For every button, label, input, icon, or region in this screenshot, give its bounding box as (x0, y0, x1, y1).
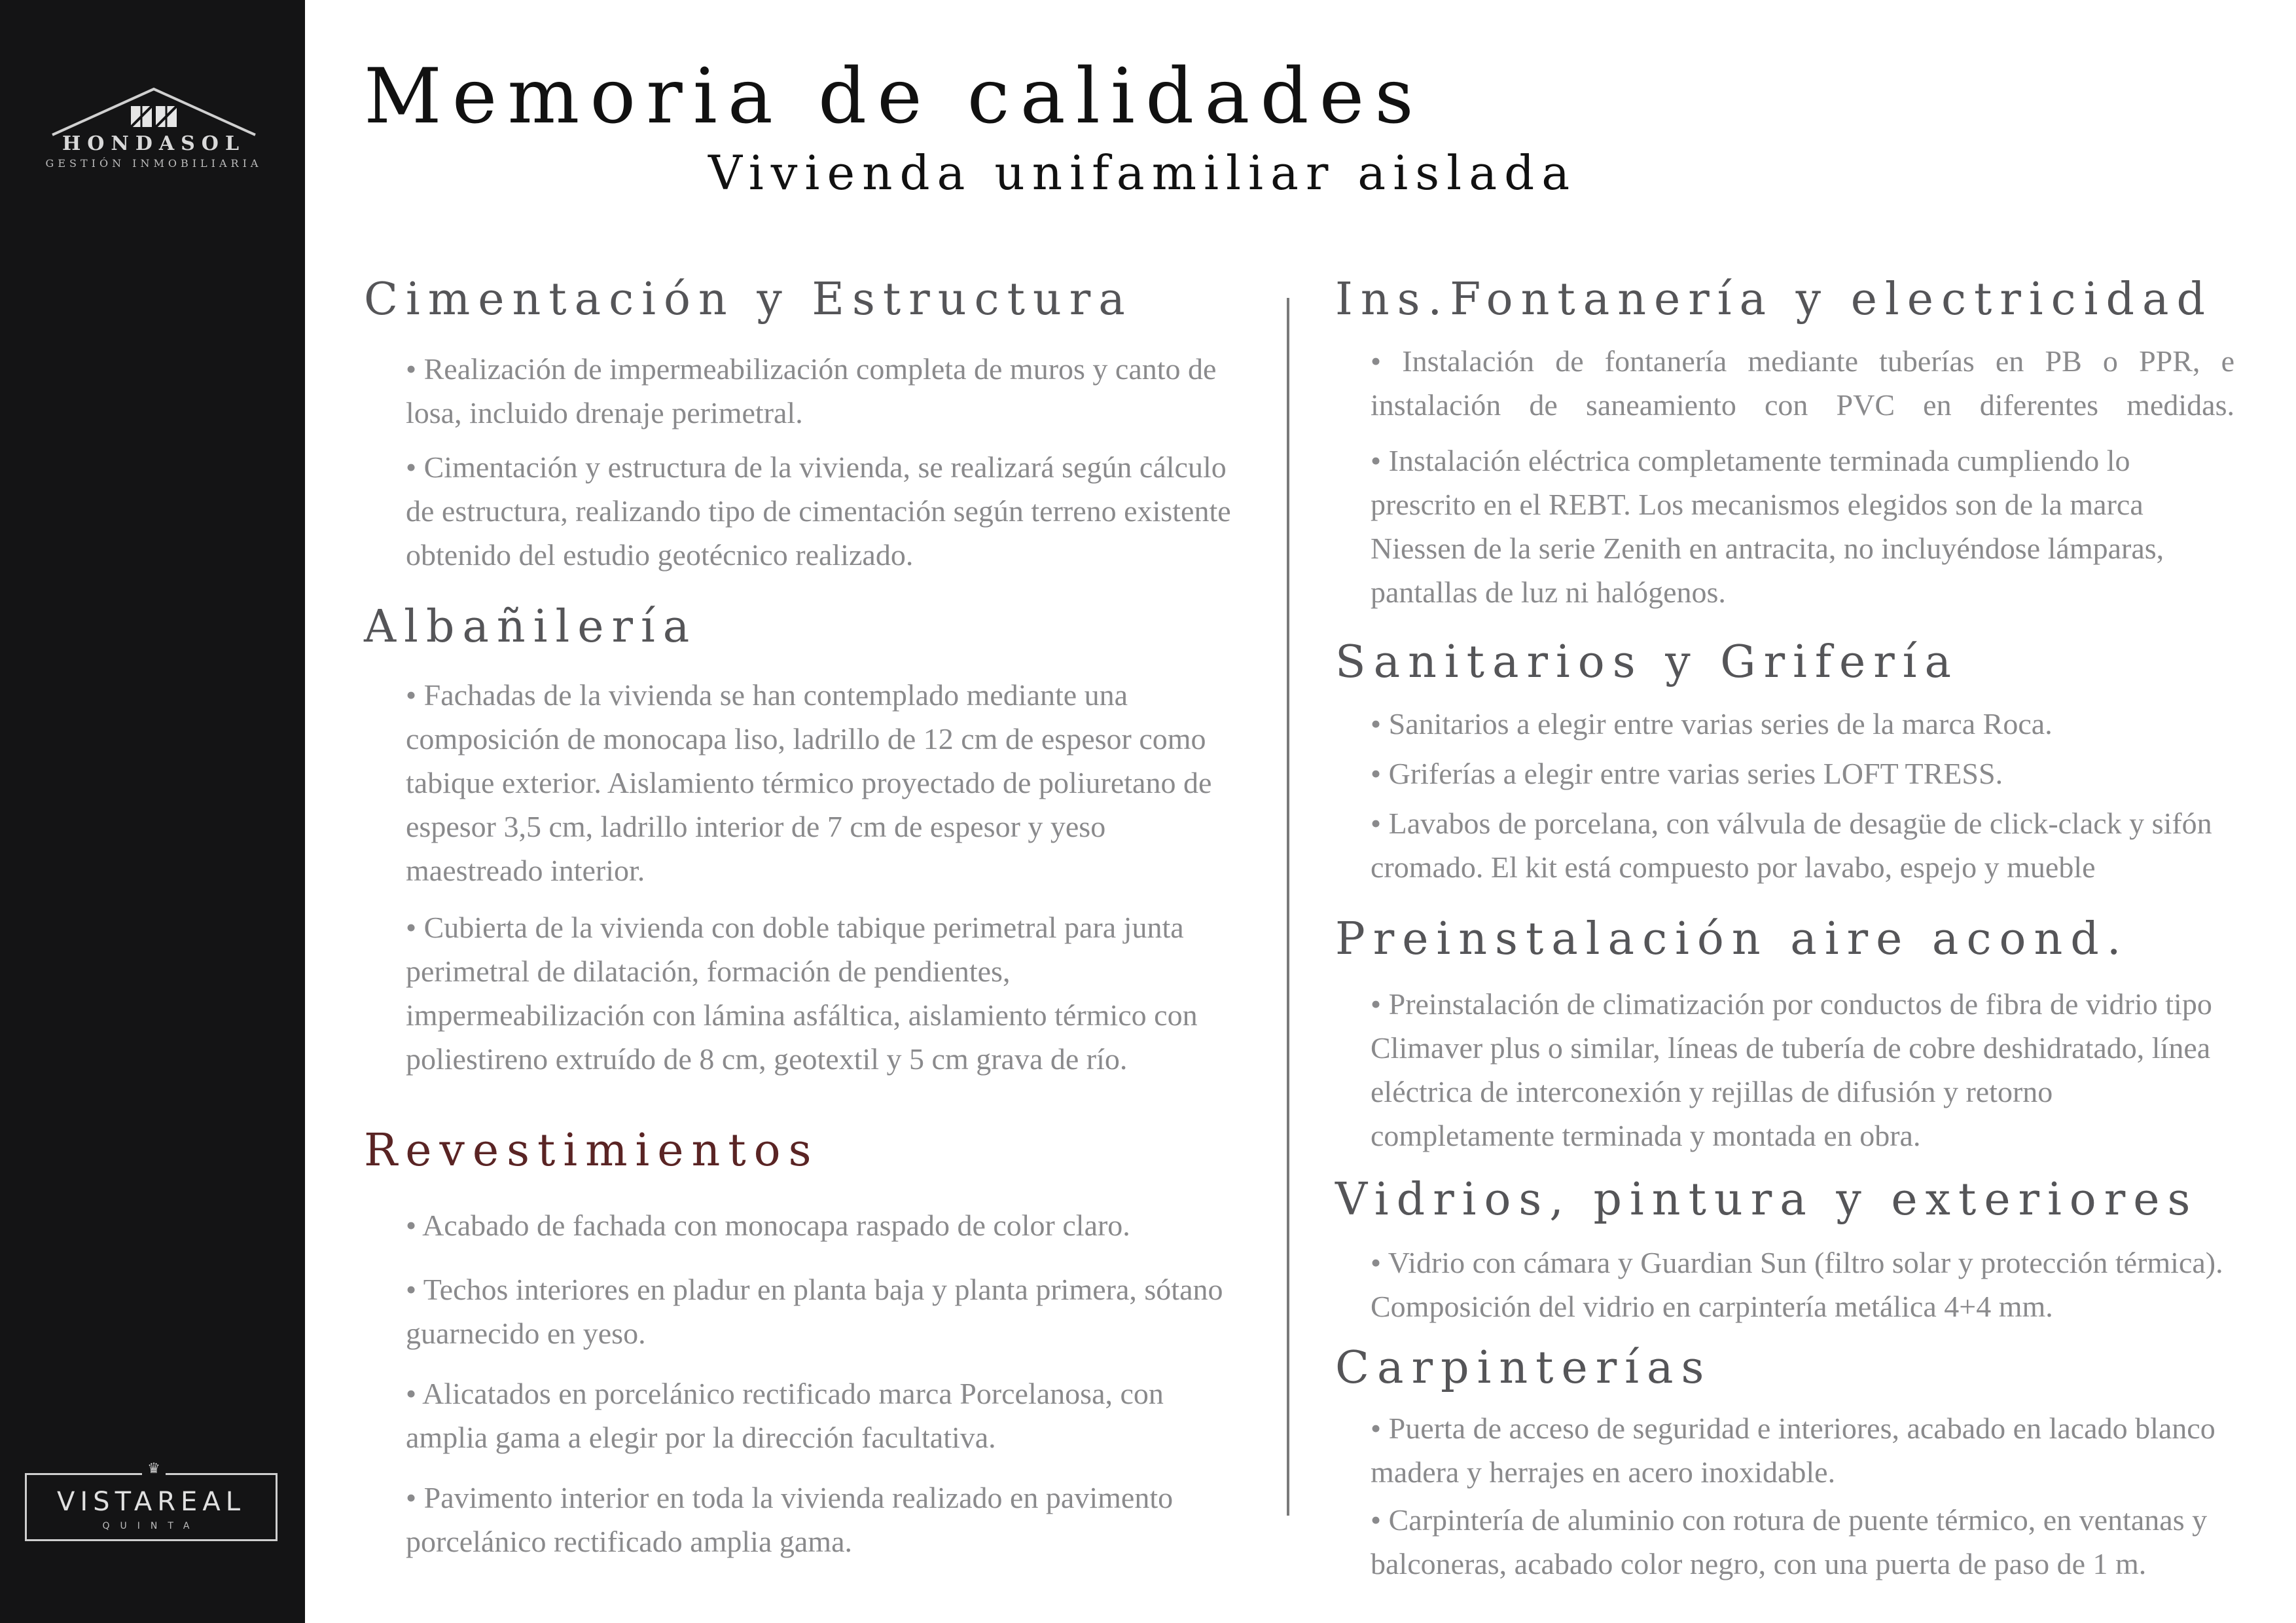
list-item: • Cimentación y estructura de la vivienda, se realizará según cálculo de estructura, realizando tipo de cimentación según terreno existente obtenido del estudio geotécnico realizado. (406, 450, 1231, 572)
section-title-carpinterias: Carpinterías (1335, 1342, 1712, 1394)
list-item: • Fachadas de la vivienda se han contemplado mediante una composición de monocapa liso, ladrillo de 12 cm de espesor como tabique exterior. Aislamiento térmico proyectado de poliuretano de espesor 3,5 cm, ladrillo interior de 7 cm de espesor y yeso maestreado interior. (406, 678, 1212, 887)
list-item: • Preinstalación de climatización por conductos de fibra de vidrio tipo Climaver plus o similar, líneas de tubería de cobre deshidratado, línea eléctrica de interconexión y rejillas de difusión y retorno completamente terminada y montada en obra. (1371, 987, 2212, 1152)
section-title-sanitarios: Sanitarios y Grifería (1335, 636, 1960, 688)
list-item: • Sanitarios a elegir entre varias series de la marca Roca. (1371, 707, 2053, 740)
vistareal-name: VISTAREAL (57, 1487, 245, 1517)
list-item: • Alicatados en porcelánico rectificado marca Porcelanosa, con amplia gama a elegir por la dirección facultativa. (406, 1377, 1164, 1454)
vistareal-logo (25, 1461, 278, 1541)
section-title-vidrios: Vidrios, pintura y exteriores (1335, 1174, 2198, 1226)
list-item: • Carpintería de aluminio con rotura de puente térmico, en ventanas y balconeras, acabado color negro, con una puerta de paso de 1 m. (1371, 1503, 2208, 1580)
section-title-fontaneria: Ins.Fontanería y electricidad (1335, 274, 2214, 325)
list-item: • Realización de impermeabilización completa de muros y canto de losa, incluido drenaje perimetral. (406, 352, 1217, 429)
page-title: Memoria de calidades (364, 52, 1424, 141)
list-item: • Instalación de fontanería mediante tuberías en PB o PPR, e instalación de saneamiento con PVC en diferentes medidas. (1371, 344, 2234, 422)
list-item: • Instalación eléctrica completamente terminada cumpliendo lo prescrito en el REBT. Los mecanismos elegidos son de la marca Niessen de la serie Zenith en antracita, no incluyéndose lámparas, pantallas de luz ni halógenos. (1371, 444, 2164, 609)
sidebar (0, 0, 305, 1623)
vistareal-sub: QUINTA (102, 1521, 200, 1531)
section-title-revestimientos: Revestimientos (364, 1125, 819, 1176)
section-title-cimentacion: Cimentación y Estructura (364, 274, 1133, 325)
crown-icon: ♛ (142, 1462, 166, 1476)
hondasol-logo (20, 72, 288, 183)
brand-tagline: GESTIÓN INMOBILIARIA (45, 157, 262, 170)
section-title-albanileria: Albañilería (364, 601, 698, 653)
section-title-aire: Preinstalación aire acond. (1335, 913, 2129, 965)
page-subtitle: Vivienda unifamiliar aislada (708, 145, 1577, 200)
brand-name: HONDASOL (62, 132, 246, 155)
list-item: • Cubierta de la vivienda con doble tabique perimetral para junta perimetral de dilatación, formación de pendientes, impermeabilización con lámina asfáltica, aislamiento térmico con poliestireno extruído de 8 cm, geotextil y 5 cm grava de río. (406, 911, 1198, 1076)
list-item: • Vidrio con cámara y Guardian Sun (filtro solar y protección térmica). Composición del vidrio en carpintería metálica 4+4 mm. (1371, 1246, 2223, 1323)
list-item: • Griferías a elegir entre varias series LOFT TRESS. (1371, 757, 2003, 790)
column-divider (1287, 298, 1289, 1516)
list-item: • Techos interiores en pladur en planta baja y planta primera, sótano guarnecido en yeso. (406, 1273, 1223, 1350)
list-item: • Pavimento interior en toda la vivienda realizado en pavimento porcelánico rectificado amplia gama. (406, 1481, 1174, 1558)
list-item: • Puerta de acceso de seguridad e interiores, acabado en lacado blanco madera y herrajes en acero inoxidable. (1371, 1412, 2215, 1489)
list-item: • Lavabos de porcelana, con válvula de desagüe de click-clack y sifón cromado. El kit está compuesto por lavabo, espejo y mueble (1371, 807, 2212, 884)
list-item: • Acabado de fachada con monocapa raspado de color claro. (406, 1209, 1130, 1242)
